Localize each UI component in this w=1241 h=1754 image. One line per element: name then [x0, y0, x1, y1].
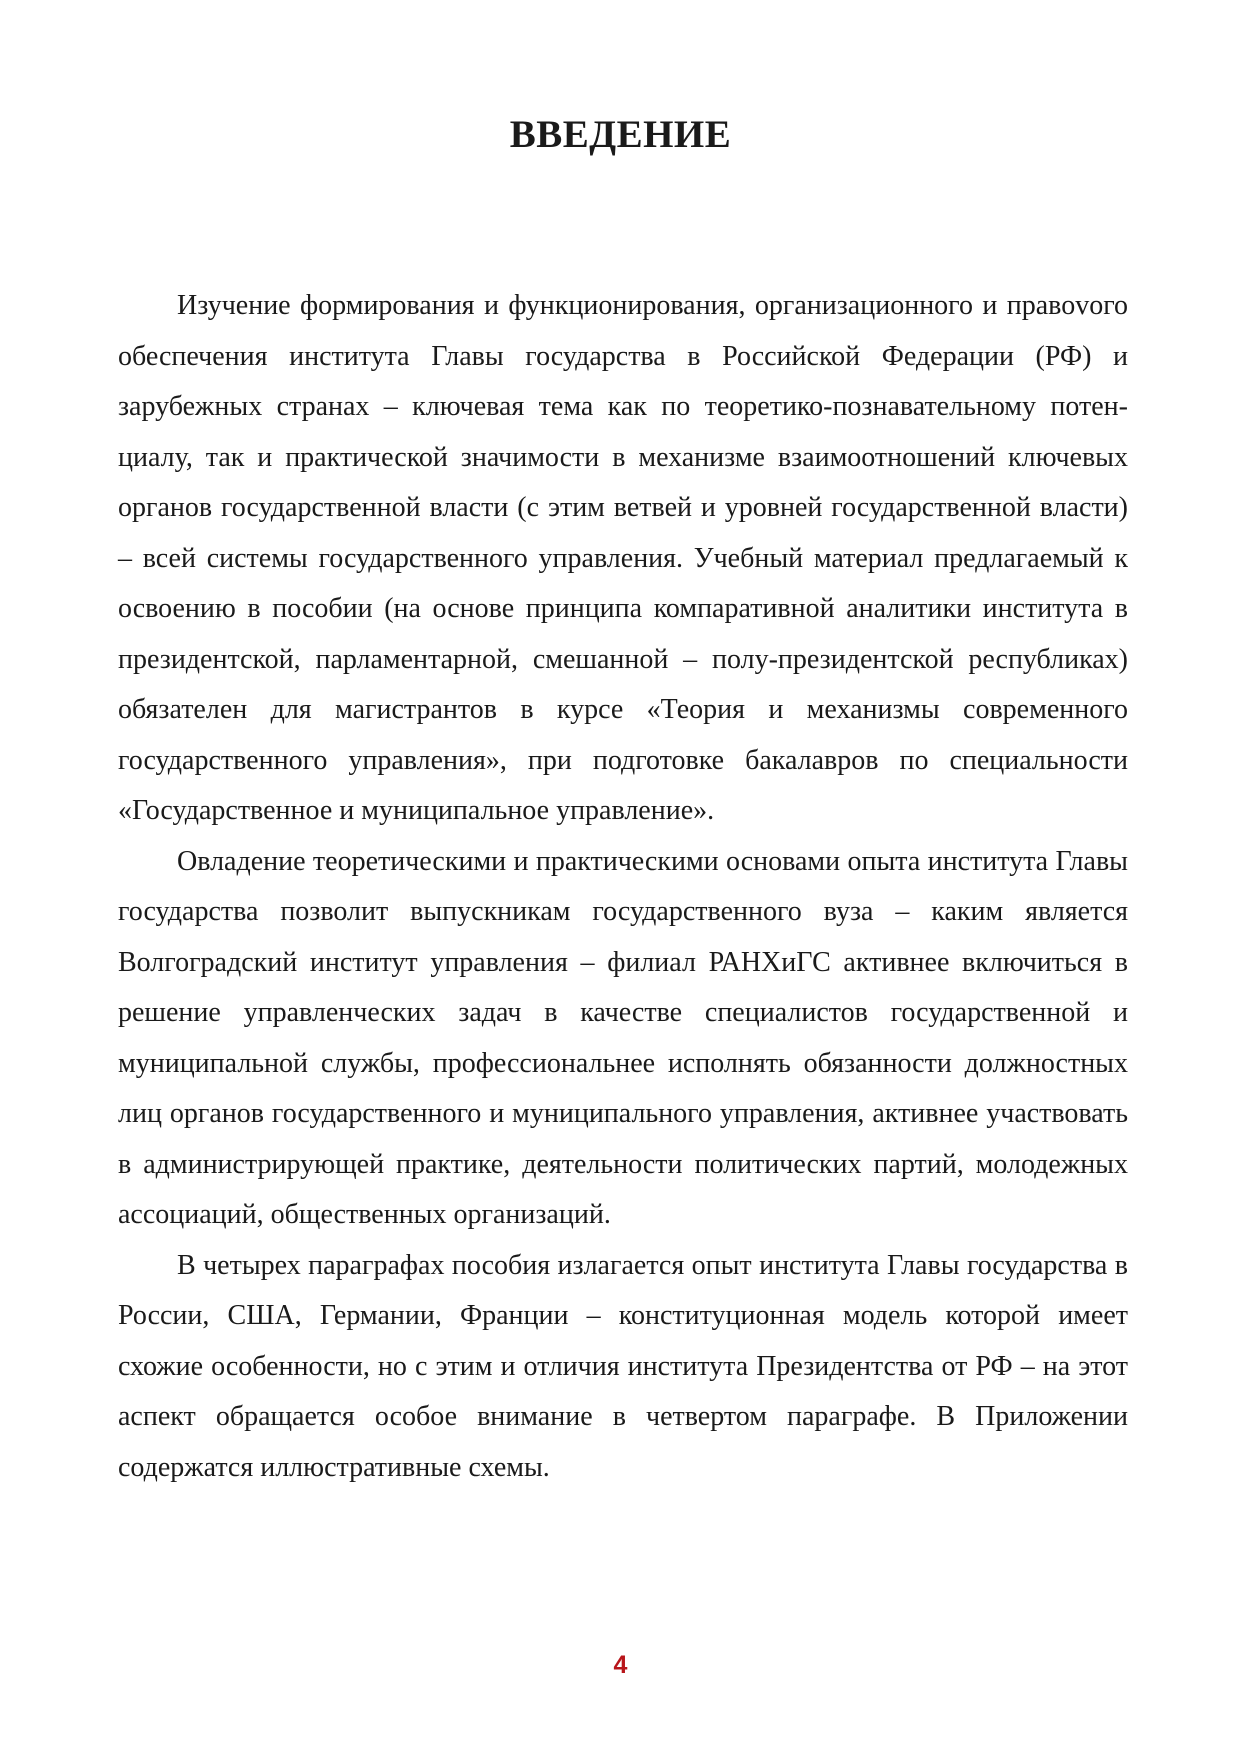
body-text: [118, 281, 1128, 1493]
paragraph-2: Овладение теоретическими и практическими основами опыта института Главы государства позволит выпускникам государственного вуза – каким является Волгоградский институт управления – филиал РАНХиГС активнее включиться в решение управленческих задач в качестве специалистов государственной и муниципальной службы, профессиональнее исполнять обязанности должностных лиц органов государственного и муниципального управления, активнее участвовать в администрирующей практике, деятельности политических партий, молодежных ассоциаций, общественных организаций.: [118, 845, 1128, 1230]
page-number: 4: [613, 1651, 628, 1679]
paragraph-3: В четырех параграфах пособия излагается опыт института Главы государства в России, США, Германии, Франции – конституционная модель которой имеет схожие особенности, но с этим и отличия института Президентства от РФ – на этот аспект обращается особое внимание в четвертом параграфе. В Приложении содержатся иллюстративные схемы.: [118, 1249, 1128, 1483]
paragraph-1: Изучение формирования и функционирования, организационного и правоvого обеспечения института Главы государства в Российской Федерации (РФ) и зарубежных странах – ключевая тема как по теоретико-познавательному потенциалу, так и практической значимости в механизме взаимоотношений ключевых органов государственной власти (с этим ветвей и уровней государственной власти) – всей системы государственного управления. Учебный материал предлагаемый к освоению в пособии (на основе принципа компаративной аналитики института в президентской, парламентарной, смешанной – полу-президентской республиках) обязателен для магистрантов в курсе «Теория и механизмы современного государственного управления», при подготовке бакалавров по специальности «Государственное и муниципальное управление».: [118, 290, 1128, 826]
page-title: ВВЕДЕНИЕ: [509, 113, 732, 156]
